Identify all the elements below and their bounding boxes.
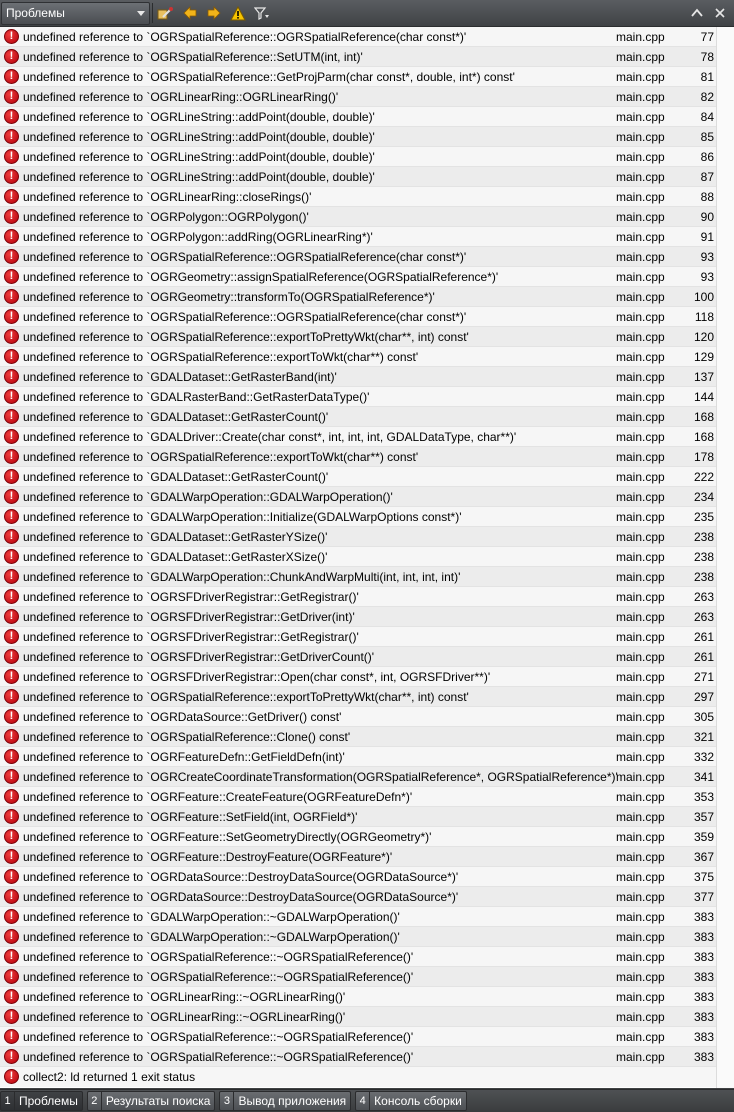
issue-file: main.cpp <box>616 470 665 484</box>
issue-file: main.cpp <box>616 750 665 764</box>
issue-file: main.cpp <box>616 330 665 344</box>
issue-row[interactable] <box>0 467 716 487</box>
issue-row[interactable] <box>0 147 716 167</box>
issue-message: undefined reference to `OGRLinearRing::closeRings()' <box>23 190 312 204</box>
error-icon: ! <box>4 909 19 924</box>
issue-file: main.cpp <box>616 290 665 304</box>
issue-message: undefined reference to `OGRSpatialReference::~OGRSpatialReference()' <box>23 970 414 984</box>
issue-message: undefined reference to `GDALRasterBand::GetRasterDataType()' <box>23 390 370 404</box>
issue-message: undefined reference to `OGRLinearRing::OGRLinearRing()' <box>23 90 339 104</box>
issue-file: main.cpp <box>616 610 665 624</box>
issue-message: undefined reference to `GDALDataset::GetRasterXSize()' <box>23 550 328 564</box>
issue-row[interactable] <box>0 947 716 967</box>
issue-row[interactable] <box>0 247 716 267</box>
issue-message: undefined reference to `OGRDataSource::DestroyDataSource(OGRDataSource*)' <box>23 870 459 884</box>
issue-message: undefined reference to `OGRSFDriverRegistrar::GetDriver(int)' <box>23 610 355 624</box>
issue-row[interactable] <box>0 587 716 607</box>
issue-file: main.cpp <box>616 850 665 864</box>
issue-row[interactable] <box>0 367 716 387</box>
issue-file: main.cpp <box>616 50 665 64</box>
error-icon: ! <box>4 969 19 984</box>
issue-line: 78 <box>700 50 714 64</box>
issue-file: main.cpp <box>616 970 665 984</box>
issue-message: undefined reference to `OGRCreateCoordinateTransformation(OGRSpatialReference*, OGRSpatialReference*)' <box>23 770 618 784</box>
issue-line: 234 <box>693 490 714 504</box>
issue-line: 383 <box>693 970 714 984</box>
filter-icon <box>254 6 270 21</box>
error-icon: ! <box>4 569 19 584</box>
error-icon: ! <box>4 849 19 864</box>
issue-file: main.cpp <box>616 390 665 404</box>
issue-line: 77 <box>700 30 714 44</box>
issue-line: 383 <box>693 1010 714 1024</box>
issue-row[interactable] <box>0 767 716 787</box>
error-icon: ! <box>4 889 19 904</box>
error-icon: ! <box>4 449 19 464</box>
error-icon: ! <box>4 369 19 384</box>
issue-row[interactable] <box>0 327 716 347</box>
error-icon: ! <box>4 49 19 64</box>
output-pane-label: Проблемы <box>19 1094 78 1108</box>
error-icon: ! <box>4 649 19 664</box>
issue-row[interactable] <box>0 727 716 747</box>
output-pane-button[interactable] <box>355 1091 467 1111</box>
error-icon: ! <box>4 169 19 184</box>
issue-file: main.cpp <box>616 990 665 1004</box>
output-pane-button[interactable] <box>87 1091 216 1111</box>
issue-file: main.cpp <box>616 550 665 564</box>
issue-line: 383 <box>693 930 714 944</box>
list-scrollbar[interactable] <box>716 27 734 1088</box>
issue-file: main.cpp <box>616 530 665 544</box>
issue-line: 297 <box>693 690 714 704</box>
issue-file: main.cpp <box>616 790 665 804</box>
issue-message: undefined reference to `OGRDataSource::DestroyDataSource(OGRDataSource*)' <box>23 890 459 904</box>
error-icon: ! <box>4 669 19 684</box>
issue-row[interactable] <box>0 1027 716 1047</box>
issue-line: 367 <box>693 850 714 864</box>
close-panel-button[interactable] <box>712 4 728 22</box>
issue-file: main.cpp <box>616 650 665 664</box>
issue-line: 261 <box>693 650 714 664</box>
output-pane-bar <box>0 1089 734 1112</box>
issue-file: main.cpp <box>616 370 665 384</box>
output-pane-label: Консоль сборки <box>374 1094 462 1108</box>
error-icon: ! <box>4 269 19 284</box>
issue-message: undefined reference to `OGRSFDriverRegistrar::GetRegistrar()' <box>23 590 359 604</box>
issue-line: 235 <box>693 510 714 524</box>
close-icon <box>714 7 726 19</box>
issue-message: undefined reference to `GDALWarpOperation::ChunkAndWarpMulti(int, int, int, int)' <box>23 570 461 584</box>
issues-list[interactable] <box>0 27 734 1088</box>
issue-message: undefined reference to `OGRLinearRing::~OGRLinearRing()' <box>23 1010 346 1024</box>
error-icon: ! <box>4 869 19 884</box>
issue-row[interactable] <box>0 287 716 307</box>
issue-line: 383 <box>693 1050 714 1064</box>
issue-row[interactable] <box>0 487 716 507</box>
output-pane-button[interactable] <box>0 1091 83 1111</box>
issue-file: main.cpp <box>616 690 665 704</box>
issue-message: undefined reference to `OGRLineString::addPoint(double, double)' <box>23 130 375 144</box>
error-icon: ! <box>4 329 19 344</box>
issue-line: 144 <box>693 390 714 404</box>
issue-file: main.cpp <box>616 950 665 964</box>
error-icon: ! <box>4 1069 19 1084</box>
error-icon: ! <box>4 769 19 784</box>
error-icon: ! <box>4 729 19 744</box>
issue-message: undefined reference to `GDALDataset::GetRasterCount()' <box>23 470 329 484</box>
issue-row[interactable] <box>0 447 716 467</box>
issue-message: undefined reference to `GDALWarpOperation::GDALWarpOperation()' <box>23 490 393 504</box>
warning-filter-button[interactable] <box>226 2 249 25</box>
issue-line: 168 <box>693 430 714 444</box>
issue-line: 87 <box>700 170 714 184</box>
issue-line: 85 <box>700 130 714 144</box>
issue-message: undefined reference to `OGRDataSource::GetDriver() const' <box>23 710 342 724</box>
panel-title: Проблемы <box>6 6 65 20</box>
issue-line: 375 <box>693 870 714 884</box>
issue-message: collect2: ld returned 1 exit status <box>23 1070 196 1084</box>
error-icon: ! <box>4 189 19 204</box>
output-pane-number: 2 <box>88 1092 102 1110</box>
error-icon: ! <box>4 1049 19 1064</box>
issue-row[interactable] <box>0 187 716 207</box>
issue-file: main.cpp <box>616 630 665 644</box>
issue-line: 377 <box>693 890 714 904</box>
issue-row[interactable] <box>0 647 716 667</box>
issue-file: main.cpp <box>616 490 665 504</box>
issue-file: main.cpp <box>616 70 665 84</box>
output-pane-number: 1 <box>1 1092 15 1110</box>
issue-file: main.cpp <box>616 170 665 184</box>
next-issue-icon <box>207 6 221 20</box>
error-icon: ! <box>4 809 19 824</box>
error-icon: ! <box>4 129 19 144</box>
error-icon: ! <box>4 29 19 44</box>
issue-file: main.cpp <box>616 230 665 244</box>
issue-message: undefined reference to `OGRFeatureDefn::GetFieldDefn(int)' <box>23 750 345 764</box>
error-icon: ! <box>4 389 19 404</box>
issue-line: 353 <box>693 790 714 804</box>
issue-line: 93 <box>700 250 714 264</box>
build-issues-icon <box>157 6 174 21</box>
error-icon: ! <box>4 549 19 564</box>
issue-line: 263 <box>693 610 714 624</box>
error-icon: ! <box>4 989 19 1004</box>
issue-line: 222 <box>693 470 714 484</box>
issue-line: 238 <box>693 530 714 544</box>
issue-row[interactable] <box>0 307 716 327</box>
issue-message: undefined reference to `OGRFeature::DestroyFeature(OGRFeature*)' <box>23 850 393 864</box>
error-icon: ! <box>4 509 19 524</box>
issue-row[interactable] <box>0 227 716 247</box>
issue-line: 261 <box>693 630 714 644</box>
issue-row[interactable] <box>0 927 716 947</box>
error-icon: ! <box>4 209 19 224</box>
issue-line: 305 <box>693 710 714 724</box>
issue-row[interactable] <box>0 427 716 447</box>
issue-message: undefined reference to `OGRLineString::addPoint(double, double)' <box>23 150 375 164</box>
issue-file: main.cpp <box>616 710 665 724</box>
issue-file: main.cpp <box>616 30 665 44</box>
issue-line: 129 <box>693 350 714 364</box>
issue-message: undefined reference to `OGRSFDriverRegistrar::GetRegistrar()' <box>23 630 359 644</box>
issue-file: main.cpp <box>616 510 665 524</box>
issue-line: 383 <box>693 990 714 1004</box>
issue-line: 93 <box>700 270 714 284</box>
prev-issue-icon <box>183 6 197 20</box>
issue-file: main.cpp <box>616 450 665 464</box>
issue-file: main.cpp <box>616 910 665 924</box>
issue-row[interactable] <box>0 107 716 127</box>
issue-row[interactable] <box>0 867 716 887</box>
issue-file: main.cpp <box>616 570 665 584</box>
issue-message: undefined reference to `OGRSpatialReference::GetProjParm(char const*, double, int*) const' <box>23 70 515 84</box>
error-icon: ! <box>4 109 19 124</box>
issue-row[interactable] <box>0 1067 716 1087</box>
issue-line: 88 <box>700 190 714 204</box>
output-pane-number: 4 <box>356 1092 370 1110</box>
issue-message: undefined reference to `OGRLineString::addPoint(double, double)' <box>23 170 375 184</box>
issue-message: undefined reference to `GDALDriver::Create(char const*, int, int, int, GDALDataType, char**)' <box>23 430 517 444</box>
issue-message: undefined reference to `GDALWarpOperation::~GDALWarpOperation()' <box>23 910 400 924</box>
issue-message: undefined reference to `OGRGeometry::transformTo(OGRSpatialReference*)' <box>23 290 435 304</box>
issue-message: undefined reference to `GDALWarpOperation::~GDALWarpOperation()' <box>23 930 400 944</box>
prev-issue-button[interactable] <box>178 2 201 25</box>
issue-file: main.cpp <box>616 150 665 164</box>
chevron-down-icon <box>137 11 145 16</box>
issue-message: undefined reference to `OGRSpatialReference::OGRSpatialReference(char const*)' <box>23 310 467 324</box>
issue-file: main.cpp <box>616 250 665 264</box>
error-icon: ! <box>4 749 19 764</box>
error-icon: ! <box>4 469 19 484</box>
issue-file: main.cpp <box>616 730 665 744</box>
issue-message: undefined reference to `OGRSpatialReference::exportToWkt(char**) const' <box>23 450 419 464</box>
issue-row[interactable] <box>0 567 716 587</box>
error-icon: ! <box>4 229 19 244</box>
chevron-up-icon <box>690 7 704 19</box>
error-icon: ! <box>4 309 19 324</box>
issue-row[interactable] <box>0 207 716 227</box>
issue-message: undefined reference to `OGRSpatialReference::OGRSpatialReference(char const*)' <box>23 30 467 44</box>
issue-message: undefined reference to `OGRSpatialReference::~OGRSpatialReference()' <box>23 1030 414 1044</box>
error-icon: ! <box>4 709 19 724</box>
issue-line: 321 <box>693 730 714 744</box>
issue-message: undefined reference to `OGRPolygon::addRing(OGRLinearRing*)' <box>23 230 373 244</box>
issue-row[interactable] <box>0 827 716 847</box>
issue-line: 120 <box>693 330 714 344</box>
issue-line: 341 <box>693 770 714 784</box>
issue-row[interactable] <box>0 607 716 627</box>
issue-file: main.cpp <box>616 590 665 604</box>
issue-row[interactable] <box>0 907 716 927</box>
issue-file: main.cpp <box>616 810 665 824</box>
issue-file: main.cpp <box>616 670 665 684</box>
issue-message: undefined reference to `OGRFeature::SetGeometryDirectly(OGRGeometry*)' <box>23 830 432 844</box>
split-button[interactable] <box>689 4 705 22</box>
error-icon: ! <box>4 429 19 444</box>
issues-toolbar <box>0 0 734 27</box>
error-icon: ! <box>4 69 19 84</box>
error-icon: ! <box>4 1029 19 1044</box>
issue-line: 91 <box>700 230 714 244</box>
warning-icon <box>230 6 246 21</box>
issue-row[interactable] <box>0 547 716 567</box>
issue-row[interactable] <box>0 987 716 1007</box>
issue-message: undefined reference to `OGRSpatialReference::exportToPrettyWkt(char**, int) const' <box>23 330 469 344</box>
issue-file: main.cpp <box>616 890 665 904</box>
output-pane-number: 3 <box>220 1092 234 1110</box>
issue-message: undefined reference to `GDALWarpOperation::Initialize(GDALWarpOptions const*)' <box>23 510 462 524</box>
issue-message: undefined reference to `GDALDataset::GetRasterYSize()' <box>23 530 328 544</box>
error-icon: ! <box>4 949 19 964</box>
error-icon: ! <box>4 829 19 844</box>
issue-file: main.cpp <box>616 310 665 324</box>
issue-row[interactable] <box>0 707 716 727</box>
issue-message: undefined reference to `OGRSFDriverRegistrar::Open(char const*, int, OGRSFDriver**)' <box>23 670 491 684</box>
issue-row[interactable] <box>0 627 716 647</box>
issue-file: main.cpp <box>616 110 665 124</box>
issue-row[interactable] <box>0 347 716 367</box>
issue-line: 90 <box>700 210 714 224</box>
issue-line: 81 <box>700 70 714 84</box>
issue-row[interactable] <box>0 1047 716 1067</box>
issue-row[interactable] <box>0 407 716 427</box>
issue-message: undefined reference to `OGRFeature::SetField(int, OGRField*)' <box>23 810 358 824</box>
issue-row[interactable] <box>0 387 716 407</box>
issue-file: main.cpp <box>616 350 665 364</box>
issue-row[interactable] <box>0 787 716 807</box>
output-pane-label: Результаты поиска <box>105 1094 211 1108</box>
error-icon: ! <box>4 789 19 804</box>
toolbar-separator <box>152 3 153 23</box>
issue-row[interactable] <box>0 167 716 187</box>
issue-line: 332 <box>693 750 714 764</box>
panel-selector[interactable] <box>1 2 150 25</box>
issue-row[interactable] <box>0 807 716 827</box>
issue-line: 271 <box>693 670 714 684</box>
issue-row[interactable] <box>0 687 716 707</box>
issue-message: undefined reference to `OGRSpatialReference::exportToWkt(char**) const' <box>23 350 419 364</box>
issue-file: main.cpp <box>616 830 665 844</box>
issue-file: main.cpp <box>616 90 665 104</box>
error-icon: ! <box>4 89 19 104</box>
issue-message: undefined reference to `GDALDataset::GetRasterCount()' <box>23 410 329 424</box>
issue-message: undefined reference to `OGRSpatialReference::~OGRSpatialReference()' <box>23 950 414 964</box>
build-issues-button[interactable] <box>154 2 177 25</box>
issue-message: undefined reference to `GDALDataset::GetRasterBand(int)' <box>23 370 337 384</box>
issue-row[interactable] <box>0 87 716 107</box>
issue-line: 118 <box>694 310 714 324</box>
issue-file: main.cpp <box>616 410 665 424</box>
error-icon: ! <box>4 249 19 264</box>
issue-line: 263 <box>693 590 714 604</box>
error-icon: ! <box>4 289 19 304</box>
output-pane-button[interactable] <box>219 1091 351 1111</box>
error-icon: ! <box>4 629 19 644</box>
issue-file: main.cpp <box>616 430 665 444</box>
issue-line: 168 <box>693 410 714 424</box>
issue-file: main.cpp <box>616 930 665 944</box>
issue-line: 357 <box>693 810 714 824</box>
issue-file: main.cpp <box>616 130 665 144</box>
issue-message: undefined reference to `OGRSpatialReference::~OGRSpatialReference()' <box>23 1050 414 1064</box>
error-icon: ! <box>4 929 19 944</box>
error-icon: ! <box>4 489 19 504</box>
issue-line: 82 <box>700 90 714 104</box>
next-issue-button[interactable] <box>202 2 225 25</box>
issue-line: 383 <box>693 910 714 924</box>
issue-line: 137 <box>693 370 714 384</box>
issue-message: undefined reference to `OGRPolygon::OGRPolygon()' <box>23 210 309 224</box>
error-icon: ! <box>4 609 19 624</box>
issue-message: undefined reference to `OGRSpatialReference::Clone() const' <box>23 730 351 744</box>
issue-file: main.cpp <box>616 870 665 884</box>
issue-file: main.cpp <box>616 270 665 284</box>
issue-message: undefined reference to `OGRGeometry::assignSpatialReference(OGRSpatialReference*)' <box>23 270 499 284</box>
issue-row[interactable] <box>0 507 716 527</box>
issue-message: undefined reference to `OGRSFDriverRegistrar::GetDriverCount()' <box>23 650 375 664</box>
issue-line: 178 <box>693 450 714 464</box>
issue-row[interactable] <box>0 667 716 687</box>
issue-row[interactable] <box>0 747 716 767</box>
issue-row[interactable] <box>0 967 716 987</box>
issue-message: undefined reference to `OGRSpatialReference::OGRSpatialReference(char const*)' <box>23 250 467 264</box>
issue-line: 238 <box>693 570 714 584</box>
issue-file: main.cpp <box>616 190 665 204</box>
issue-line: 383 <box>693 1030 714 1044</box>
error-icon: ! <box>4 409 19 424</box>
issue-row[interactable] <box>0 47 716 67</box>
issue-line: 86 <box>700 150 714 164</box>
issue-line: 100 <box>693 290 714 304</box>
issue-file: main.cpp <box>616 1050 665 1064</box>
error-icon: ! <box>4 349 19 364</box>
issue-row[interactable] <box>0 1007 716 1027</box>
issue-message: undefined reference to `OGRLinearRing::~OGRLinearRing()' <box>23 990 346 1004</box>
filter-button[interactable] <box>250 2 273 25</box>
error-icon: ! <box>4 529 19 544</box>
error-icon: ! <box>4 149 19 164</box>
issue-line: 383 <box>693 950 714 964</box>
issue-row[interactable] <box>0 887 716 907</box>
issue-message: undefined reference to `OGRLineString::addPoint(double, double)' <box>23 110 375 124</box>
issue-message: undefined reference to `OGRSpatialReference::SetUTM(int, int)' <box>23 50 363 64</box>
issue-message: undefined reference to `OGRSpatialReference::exportToPrettyWkt(char**, int) const' <box>23 690 469 704</box>
issue-row[interactable] <box>0 527 716 547</box>
issue-file: main.cpp <box>616 770 665 784</box>
issue-line: 238 <box>693 550 714 564</box>
issue-row[interactable] <box>0 267 716 287</box>
error-icon: ! <box>4 689 19 704</box>
issue-file: main.cpp <box>616 1030 665 1044</box>
error-icon: ! <box>4 589 19 604</box>
issue-line: 84 <box>700 110 714 124</box>
issue-message: undefined reference to `OGRFeature::CreateFeature(OGRFeatureDefn*)' <box>23 790 413 804</box>
issue-row[interactable] <box>0 127 716 147</box>
output-pane-label: Вывод приложения <box>238 1094 347 1108</box>
error-icon: ! <box>4 1009 19 1024</box>
issue-file: main.cpp <box>616 210 665 224</box>
issue-row[interactable] <box>0 27 716 47</box>
issue-row[interactable] <box>0 847 716 867</box>
issue-row[interactable] <box>0 67 716 87</box>
issue-line: 359 <box>693 830 714 844</box>
issue-file: main.cpp <box>616 1010 665 1024</box>
